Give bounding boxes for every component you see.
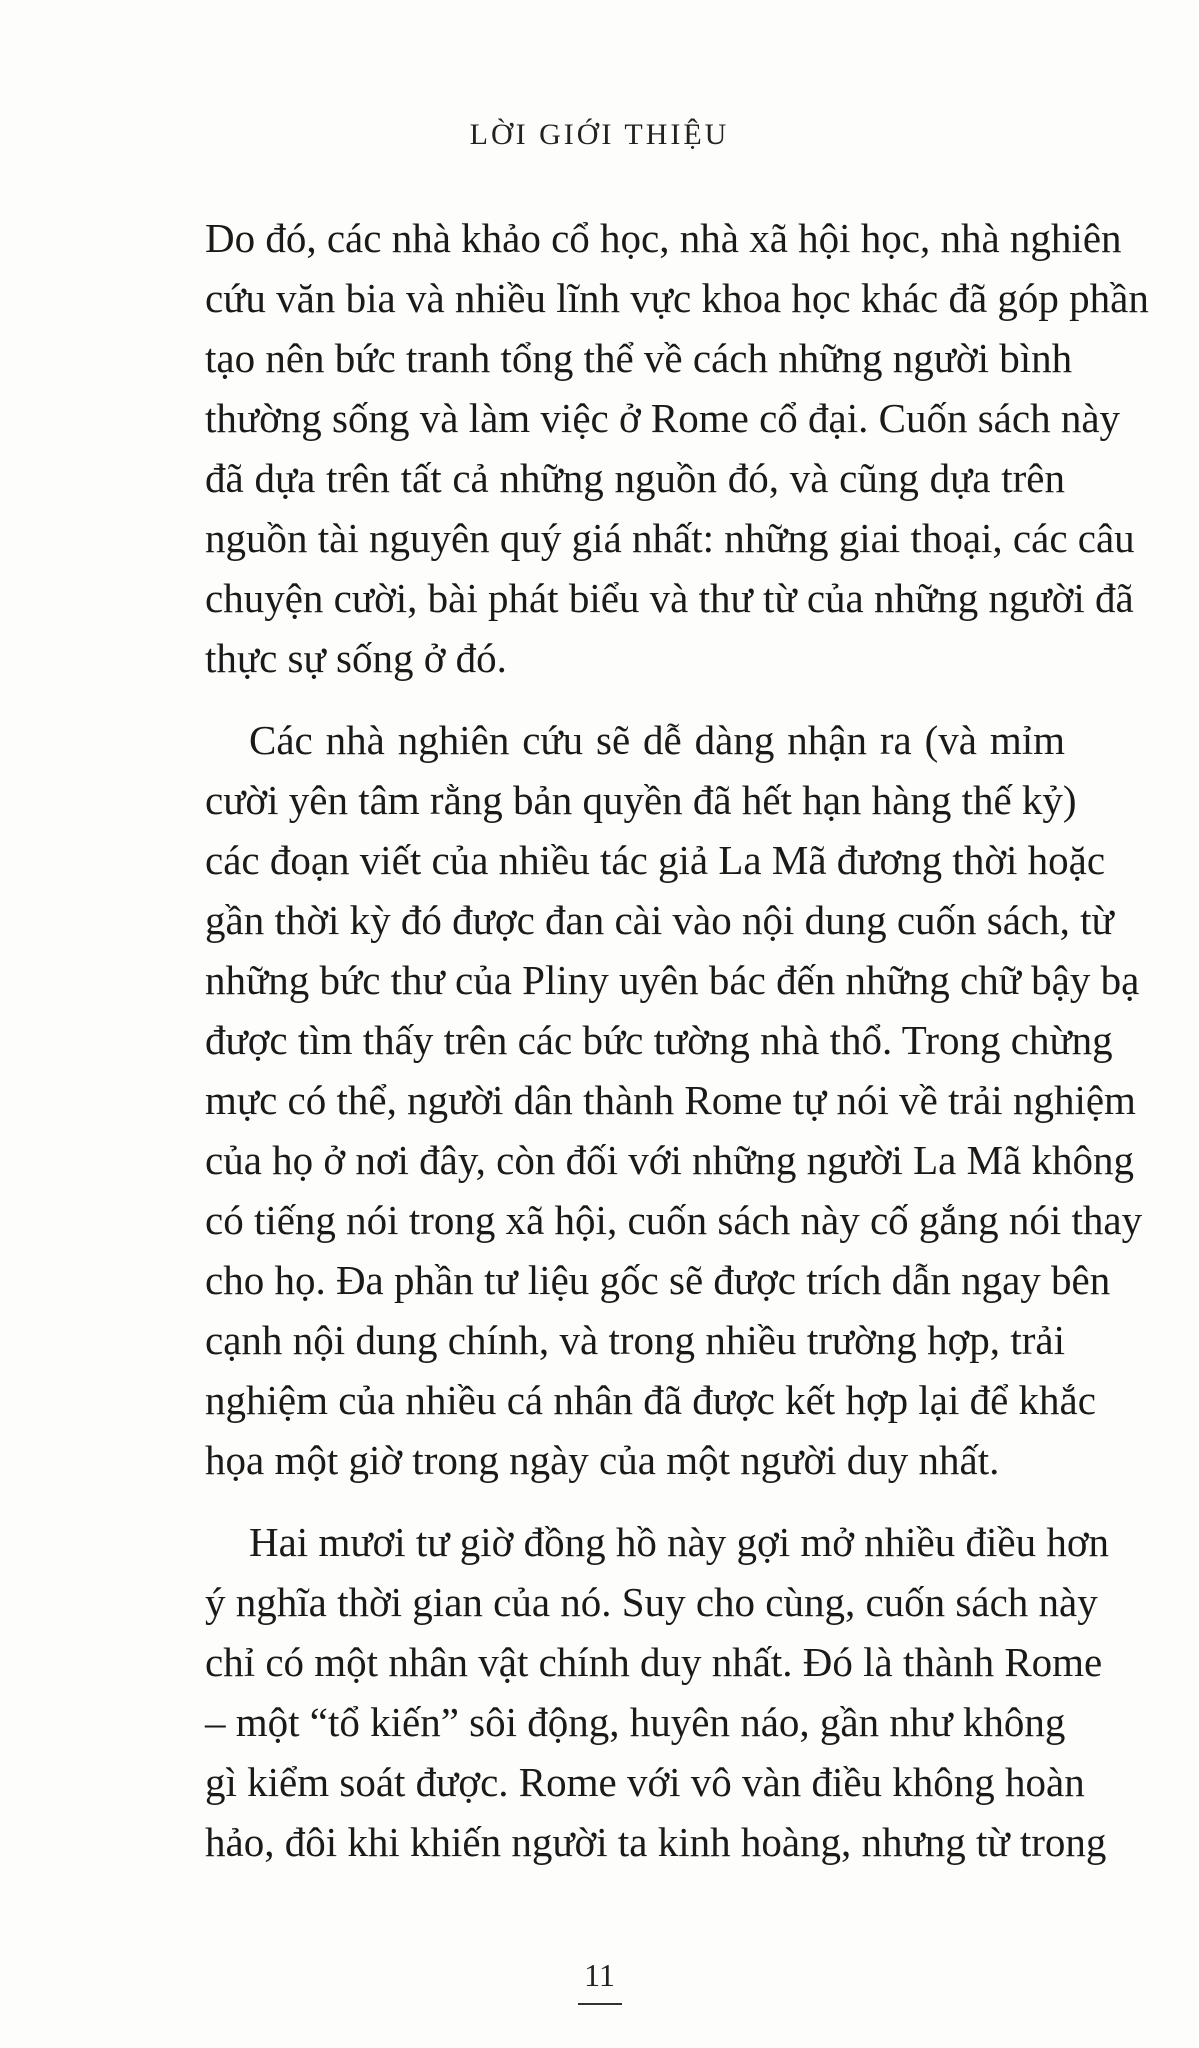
- text-line: chỉ có một nhân vật chính duy nhất. Đó là thành Rome: [205, 1639, 1103, 1685]
- text-line: những bức thư của Pliny uyên bác đến những chữ bậy bạ: [205, 957, 1140, 1003]
- text-line: gì kiểm soát được. Rome với vô vàn điều không hoàn: [205, 1759, 1085, 1805]
- text-line: đã dựa trên tất cả những nguồn đó, và cũng dựa trên: [205, 455, 1065, 501]
- body-text: [205, 208, 1149, 1872]
- text-line: nguồn tài nguyên quý giá nhất: những giai thoại, các câu: [205, 515, 1135, 561]
- text-line: cười yên tâm rằng bản quyền đã hết hạn hàng thế kỷ): [205, 777, 1077, 823]
- text-line: ý nghĩa thời gian của nó. Suy cho cùng, cuốn sách này: [205, 1579, 1098, 1625]
- text-line: cạnh nội dung chính, và trong nhiều trường hợp, trải: [205, 1317, 1065, 1363]
- text-line: – một “tổ kiến” sôi động, huyên náo, gần như không: [205, 1699, 1066, 1745]
- text-line: chuyện cười, bài phát biểu và thư từ của những người đã: [205, 575, 1134, 621]
- text-line: gần thời kỳ đó được đan cài vào nội dung cuốn sách, từ: [205, 897, 1114, 943]
- paragraph-1: [205, 208, 1149, 688]
- text-line: cứu văn bia và nhiều lĩnh vực khoa học khác đã góp phần: [205, 275, 1149, 321]
- text-line: Các nhà nghiên cứu sẽ dễ dàng nhận ra (và mỉm: [249, 717, 1065, 763]
- text-line: Hai mươi tư giờ đồng hồ này gợi mở nhiều điều hơn: [249, 1519, 1110, 1565]
- running-header: LỜI GIỚI THIỆU: [469, 118, 730, 151]
- paragraph-3: [205, 1512, 1110, 1872]
- text-line: mực có thể, người dân thành Rome tự nói về trải nghiệm: [205, 1077, 1136, 1123]
- text-line: họa một giờ trong ngày của một người duy nhất.: [205, 1437, 1000, 1483]
- text-line: có tiếng nói trong xã hội, cuốn sách này cố gắng nói thay: [205, 1197, 1143, 1243]
- paragraph-2: [205, 710, 1143, 1490]
- text-line: nghiệm của nhiều cá nhân đã được kết hợp lại để khắc: [205, 1377, 1096, 1423]
- text-line: các đoạn viết của nhiều tác giả La Mã đương thời hoặc: [205, 837, 1106, 883]
- text-line: của họ ở nơi đây, còn đối với những người La Mã không: [205, 1137, 1135, 1183]
- text-line: hảo, đôi khi khiến người ta kinh hoàng, nhưng từ trong: [205, 1819, 1107, 1865]
- page-number-underline: [578, 2003, 622, 2005]
- text-line: tạo nên bức tranh tổng thể về cách những người bình: [205, 335, 1073, 381]
- text-line: cho họ. Đa phần tư liệu gốc sẽ được trích dẫn ngay bên: [205, 1257, 1111, 1303]
- text-line: được tìm thấy trên các bức tường nhà thổ. Trong chừng: [205, 1017, 1113, 1063]
- text-line: thực sự sống ở đó.: [205, 635, 507, 681]
- text-line: Do đó, các nhà khảo cổ học, nhà xã hội học, nhà nghiên: [205, 215, 1122, 261]
- page-number: 11: [584, 1957, 615, 1993]
- text-line: thường sống và làm việc ở Rome cổ đại. Cuốn sách này: [205, 395, 1121, 441]
